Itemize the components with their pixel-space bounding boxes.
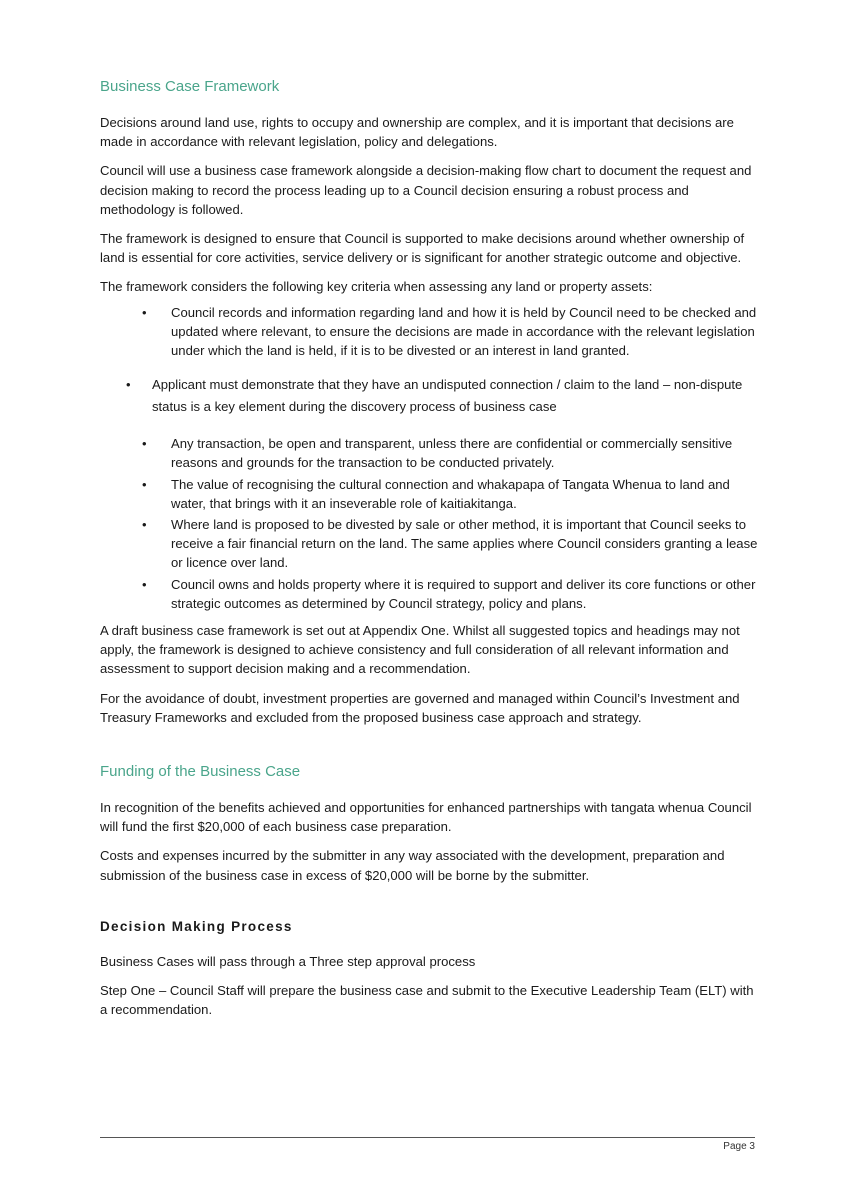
paragraph: The framework considers the following key criteria when assessing any land or property assets: xyxy=(100,279,653,295)
list-item xyxy=(100,374,760,418)
heading-funding: Funding of the Business Case xyxy=(100,763,301,781)
list-item-text: Applicant must demonstrate that they have an undisputed connection / claim to the land – non-dispute status is a key element during the discovery process of business case xyxy=(152,377,743,415)
list-item-text: Council owns and holds property where it is required to support and deliver its core functions or other strategic outcomes as determined by Council strategy, policy and plans. xyxy=(171,576,756,611)
heading-decision-making: Decision Making Process xyxy=(100,918,293,934)
list-item-text: The value of recognising the cultural connection and whakapapa of Tangata Whenua to land and water, that brings with it an inseverable role of kaitiakitanga. xyxy=(171,476,730,511)
bullet-icon: • xyxy=(126,377,131,393)
paragraph: For the avoidance of doubt, investment properties are governed and managed within Council’s Investment and Treasury Frameworks and excluded from the proposed business case approach and strategy. xyxy=(100,690,740,725)
list-item-text: Where land is proposed to be divested by sale or other method, it is important that Council seeks to receive a fair financial return on the land. The same applies where Council considers granting a lease or licence over land. xyxy=(171,517,758,571)
criteria-list xyxy=(100,303,760,361)
list-item xyxy=(100,303,760,361)
list-item xyxy=(100,434,760,472)
paragraph: Decisions around land use, rights to occupy and ownership are complex, and it is important that decisions are made in accordance with relevant legislation, policy and delegations. xyxy=(100,115,734,150)
bullet-icon: • xyxy=(142,436,147,452)
footer-rule xyxy=(100,1137,755,1138)
list-item xyxy=(100,515,760,573)
bullet-icon: • xyxy=(142,517,147,533)
bullet-icon: • xyxy=(142,576,147,592)
paragraph: Costs and expenses incurred by the submitter in any way associated with the development, preparation and submission of the business case in excess of $20,000 will be borne by the submitter. xyxy=(100,848,725,883)
bullet-icon: • xyxy=(142,476,147,492)
paragraph: In recognition of the benefits achieved and opportunities for enhanced partnerships with tangata whenua Council will fund the first $20,000 of each business case preparation. xyxy=(100,800,752,835)
criteria-list-outdented xyxy=(100,374,760,418)
list-item-text: Council records and information regarding land and how it is held by Council need to be checked and updated where relevant, to ensure the decisions are made in accordance with the relevant legislation under which the land is held, if it is to be divested or an interest in land granted. xyxy=(171,304,757,359)
list-item xyxy=(100,575,760,613)
criteria-list-continued xyxy=(100,434,760,613)
list-item xyxy=(100,475,760,513)
paragraph: Step One – Council Staff will prepare the business case and submit to the Executive Leadership Team (ELT) with a recommendation. xyxy=(100,983,754,1018)
paragraph: A draft business case framework is set out at Appendix One. Whilst all suggested topics and headings may not apply, the framework is designed to achieve consistency and full consideration of all relevant information and assessment to support decision making and a recommendation. xyxy=(100,623,740,677)
paragraph: Business Cases will pass through a Three step approval process xyxy=(100,953,476,969)
page-content xyxy=(100,78,760,1020)
paragraph: The framework is designed to ensure that Council is supported to make decisions around whether ownership of land is essential for core activities, service delivery or is significant for another strategic outcome and objective. xyxy=(100,231,745,266)
page-number: Page 3 xyxy=(723,1141,755,1152)
heading-business-case-framework: Business Case Framework xyxy=(100,78,280,95)
bullet-icon: • xyxy=(142,304,147,320)
list-item-text: Any transaction, be open and transparent, unless there are confidential or commercially sensitive reasons and grounds for the transaction to be conducted privately. xyxy=(171,436,733,471)
paragraph: Council will use a business case framework alongside a decision-making flow chart to document the request and decision making to record the process leading up to a Council decision ensuring a robust process and methodology is followed. xyxy=(100,163,752,217)
